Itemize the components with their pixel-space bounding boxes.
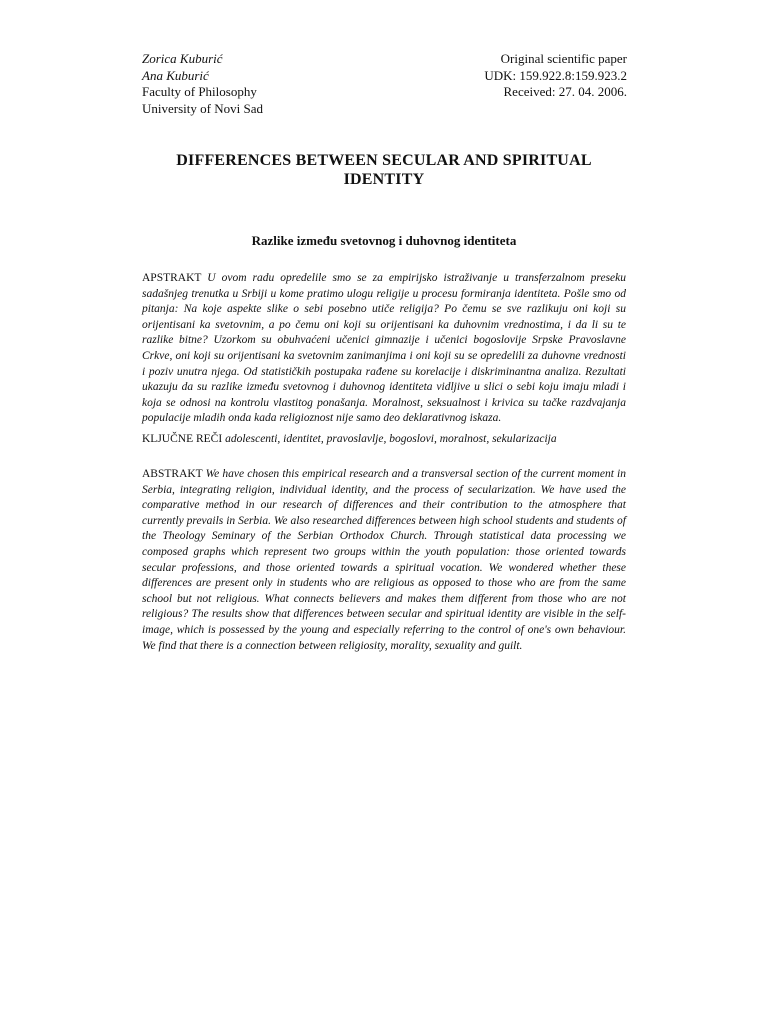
keywords [142, 432, 626, 448]
paper-subtitle: Razlike između svetovnog i duhovnog identiteta [251, 233, 517, 248]
author-name: Zorica Kuburić [142, 51, 223, 66]
abstract-english-text: We have chosen this empirical research and a transversal section of the current moment in Serbia, integrating religion, individual identity, and the process of secularization. We have used the comparative method in our research of differences and their contribution to the atmosphere that currently prevails in Serbia. We also researched differences between high school students and students of the Theology Seminary of the Serbian Orthodox Church. Through statistical data processing we composed graphs which represent two groups within the youth population: those oriented towards secular professions, and those oriented towards a spiritual vocation. We wondered whether these differences are present only in students who are religious as opposed to those who are from the same school but not religious. What connects believers and makes them different from those who are not religious? The results show that differences between secular and spiritual identity are visible in the self-image, which is possessed by the young and especially referring to the control of one's own behaviour. We find that there is a connection between religiosity, morality, sexuality and guilt. [142, 468, 626, 652]
keywords-text: adolescenti, identitet, pravoslavlje, bogoslovi, moralnost, sekularizacija [225, 433, 557, 445]
abstract-serbian-text: U ovom radu opredelile smo se za empirijsko istraživanje u transferzalnom preseku sadašnjeg trenutka u Srbiji u kome pratimo ulogu religije u procesu formiranja identiteta. Pošle smo od pitanja: Na koje aspekte slike o sebi posebno utiče religija? Po čemu se sve razlikuju oni koji su orijentisani ka svetovnim, a po čemu oni koji su orijentisani ka duhovnim vrednostima, i da li su te razlike bitne? Uzorkom su obuhvaćeni učenici gimnazije i učenici bogoslovije Srpske Pravoslavne Crkve, oni koji su orijentisani ka svetovnim zanimanjima i oni koji su se opredelili za duhovne vrednosti i poziv unutra njega. Od statističkih postupaka rađene su korelacije i diskriminantna analiza. Rezultati ukazuju da su razlike između svetovnog i duhovnog identiteta vidljive u slici o sebi koju imaju mladi i koja se odnosi na kontrolu vlastitog ponašanja. Moralnost, seksualnost i krivica su tačke razdvajanja populacije mladih onda kada religioznost nije samo deo deklarativnog iskaza. [142, 272, 626, 425]
paper-type: Original scientific paper [500, 51, 627, 66]
paper-meta-block [484, 51, 627, 101]
keywords-label: KLJUČNE REČI [142, 433, 226, 445]
paper-title: DIFFERENCES BETWEEN SECULAR AND SPIRITUAL IDENTITY [176, 152, 592, 188]
udk-code: UDK: 159.922.8:159.923.2 [484, 67, 627, 83]
abstract-english-label: ABSTRAKT [142, 468, 206, 480]
received-date: Received: 27. 04. 2006. [503, 84, 627, 99]
abstract-serbian [142, 271, 626, 427]
author-name: Ana Kuburić [142, 67, 209, 83]
author-block [142, 51, 263, 117]
abstract-english [142, 467, 626, 654]
abstract-serbian-label: APSTRAKT [142, 272, 208, 284]
affiliation-university: University of Novi Sad [142, 100, 263, 116]
affiliation-faculty: Faculty of Philosophy [142, 84, 257, 99]
